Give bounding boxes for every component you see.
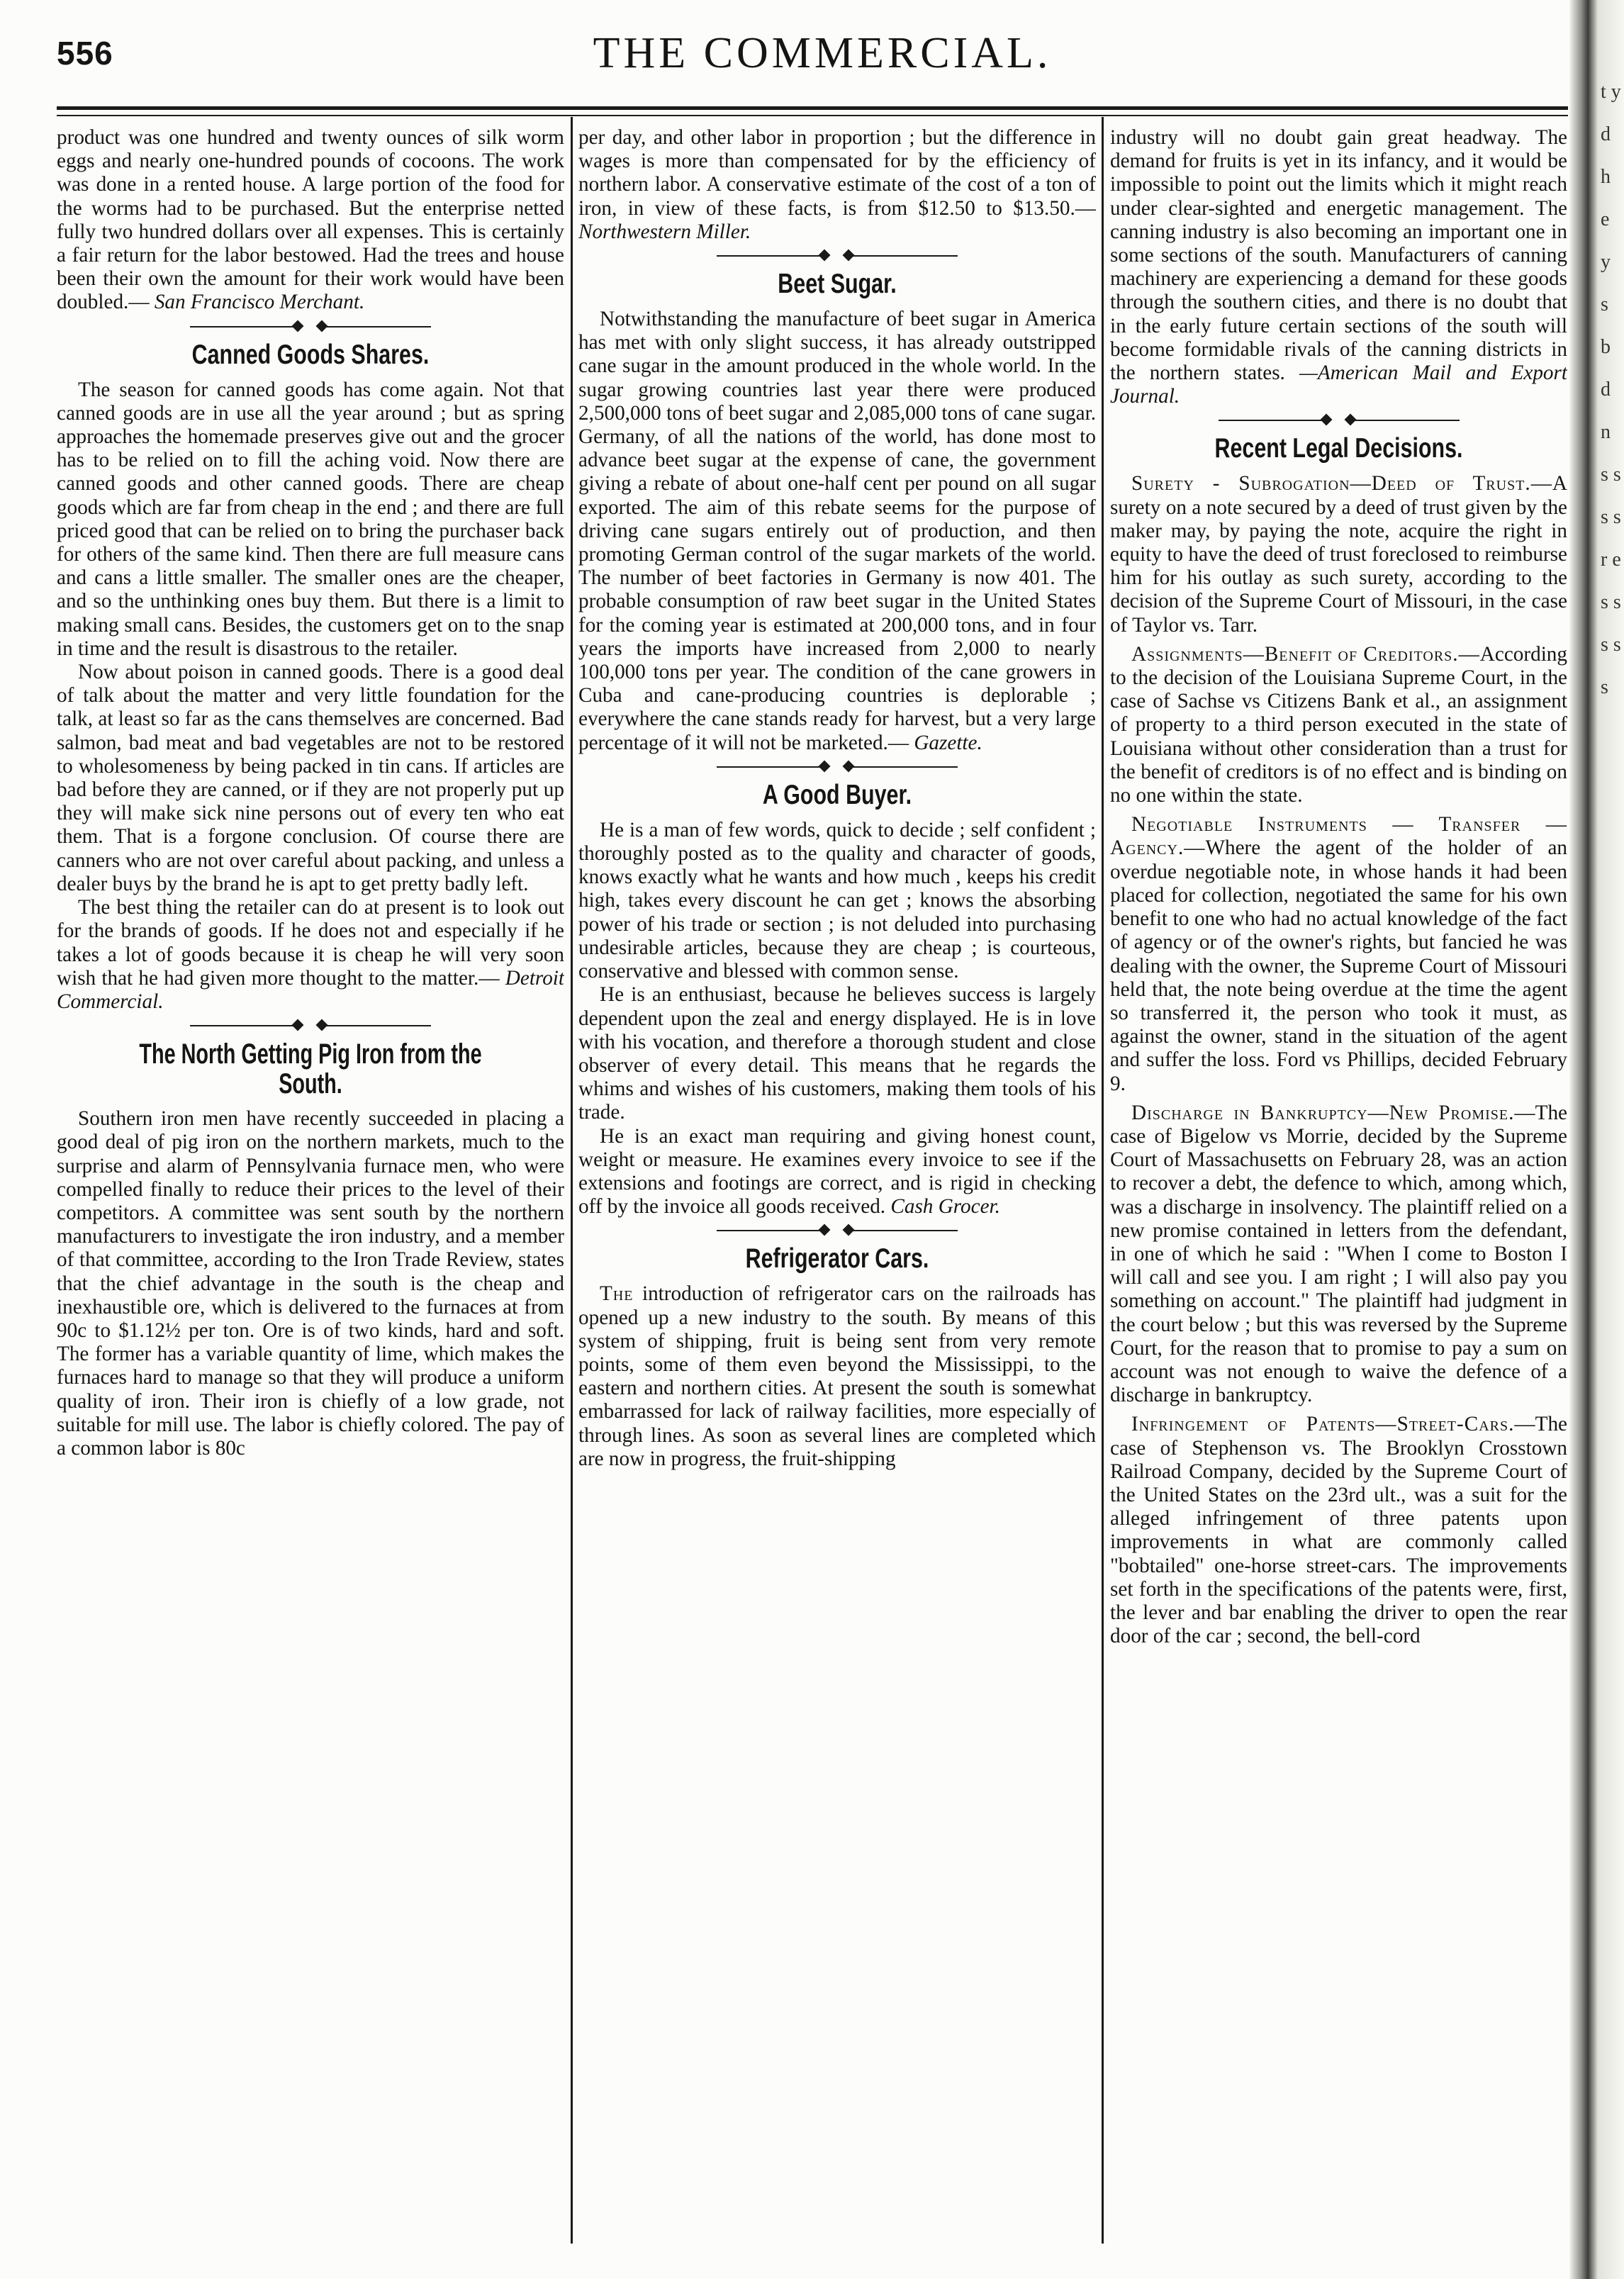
paragraph-lead: Infringement of Patents—Street-Cars. <box>1131 1413 1515 1436</box>
source-attribution: Cash Grocer. <box>890 1195 1000 1219</box>
column-divider <box>1102 117 1104 2244</box>
section-ornament <box>1110 408 1567 432</box>
paragraph-text: Southern iron men have recently succeeded in placing a good deal of pig iron on the northern markets, much to the surprise and alarm of Pennsylvania furnace men, who were compelled finally to reduce their prices to the level of their competitors. A committee was sent south by the northern manufacturers to investigate the iron industry, and a member of that committee, according to the Iron Trade Review, states that the chief advantage in the south is the cheap and inexhaustible ore, which is delivered to the furnaces at from 90c to $1.12½ per ton. Ore is of two kinds, hard and soft. The former has a variable quantity of lime, which makes the furnaces hard to manage so that they will produce a uniform quality of iron. Their iron is chiefly of a low grade, not suitable for mill use. The labor is chiefly colored. The pay of a common labor is 80c <box>57 1107 564 1460</box>
paragraph-text: —The case of Bigelow vs Morrie, decided by the Supreme Court of Massachusetts on February 28, was an action to recover a debt, the defence to which, among which, was a discharge in insolvency. The plaintiff relied on a new promise contained in letters from the defendant, in one of which he said : "When I come to Boston I will call and see you. I am right ; I will also pay you something on account." The plaintiff had judgment in the court below ; but this was reversed by the Supreme Court, for the reason that to promise to pay a sum on account was not enough to waive the defence of a discharge in bankruptcy. <box>1110 1101 1567 1407</box>
section-ornament <box>57 315 564 339</box>
article-paragraph <box>1110 472 1567 637</box>
paragraph-lead: Surety - Subrogation—Deed of Trust.— <box>1131 472 1552 495</box>
paragraph-text: The season for canned goods has come again. Not that canned goods are in use all the year around ; but as spring approaches the homemade preserves give out and the grocer has to be relied on to fill the aching void. Now there are canned goods and other canned goods. There are cheap goods which are far from cheap in the end ; and there are full priced good that can be relied on to bring the purchaser back for others of the same kind. Then there are full measure cans and cans a little smaller. The smaller ones are the cheaper, and so the unthinking ones buy them. But there is a limit to making small cans. Besides, the customers get on to the snap in time and the result is disastrous to the retailer. <box>57 378 564 660</box>
source-attribution: San Francisco Merchant. <box>154 291 365 314</box>
paragraph-lead: The <box>600 1282 634 1306</box>
paragraph-text: He is a man of few words, quick to decide ; self confident ; thoroughly posted as to the quality and character of goods, knows exactly what he wants and how much , keeps his credit high, takes every discount he can get ; knows the absorbing power of his trade or section ; is not deluded into purchasing undesirable articles, because they are cheap ; is courteous, conservative and blessed with common sense. <box>578 818 1096 983</box>
article-paragraph <box>578 983 1096 1124</box>
paragraph-text: industry will no doubt gain great headway. The demand for fruits is yet in its infancy, and it would be impossible to point out the limits which it might reach under clear-sighted and energetic management. The canning industry is also becoming an important one in some sections of the south. Manufacturers of canning machinery are experiencing a demand for these goods through the southern cities, and there is no doubt that in the early future certain sections of the south will become formidable rivals of the canning districts in the northern states. <box>1110 126 1567 385</box>
article-paragraph <box>1110 1102 1567 1408</box>
article-heading: Recent Legal Decisions. <box>1214 433 1463 464</box>
source-attribution: Detroit Commercial. <box>57 966 564 1013</box>
paragraph-text: The best thing the retailer can do at present is to look out for the brands of goods. If he does not and especially if he takes a lot of goods because it is cheap he will very soon wish that he had given more thought to the matter.— <box>57 896 564 990</box>
column-2 <box>578 126 1096 2246</box>
article-paragraph <box>578 1282 1096 1471</box>
article-paragraph <box>578 1125 1096 1219</box>
column-divider <box>571 117 573 2244</box>
paragraph-text: —The case of Stephenson vs. The Brooklyn Crosstown Railroad Company, decided by the Supreme Court of the United States on the 23rd ult., was a suit for the alleged infringement of three patents upon improvements in what are commonly called "bobtailed" one-horse street-cars. The improvements set forth in the specifications of the patents were, first, the lever and bar enabling the driver to open the rear door of the car ; second, the bell-cord <box>1110 1413 1567 1648</box>
article-paragraph <box>578 308 1096 755</box>
source-attribution: —American Mail and Export Journal. <box>1110 362 1567 408</box>
masthead-title: THE COMMERCIAL. <box>593 29 1052 77</box>
column-1 <box>57 126 564 2246</box>
paragraph-text: According to the decision of the Louisiana Supreme Court, in the case of Sachse vs Citizens Bank et al., an assignment of property to a third person executed in the state of Louisiana without other consideration than a trust for the benefit of creditors is of no effect and is binding on no one within the state. <box>1110 642 1567 807</box>
section-ornament <box>578 755 1096 779</box>
source-attribution: Gazette. <box>914 731 982 754</box>
article-paragraph <box>57 661 564 896</box>
article-paragraph <box>57 126 564 315</box>
article-paragraph <box>1110 643 1567 807</box>
article-paragraph <box>578 819 1096 983</box>
article-paragraph <box>57 379 564 661</box>
section-ornament <box>578 244 1096 268</box>
adjacent-page-fragment: t y d h e y s b d n s s s s r e s s s s s <box>1601 81 1621 698</box>
header-rule-thin <box>57 115 1568 116</box>
paragraph-text: per day, and other labor in proportion ; but the difference in wages is more than compensated for by the efficiency of northern labor. A conservative estimate of the cost of a ton of iron, in view of these facts, is from $12.50 to $13.50.— <box>578 126 1096 220</box>
paragraph-lead: Negotiable Instruments — Transfer — Agency.— <box>1110 813 1567 860</box>
article-paragraph <box>1110 126 1567 408</box>
article-paragraph <box>1110 813 1567 1095</box>
article-heading: The North Getting Pig Iron from the South. <box>139 1038 482 1100</box>
paragraph-text: product was one hundred and twenty ounces of silk worm eggs and nearly one-hundred pounds of cocoons. The work was done in a rented house. A large portion of the food for the worms had to be purchased. But the enterprise netted fully two hundred dollars over all expenses. This is certainly a fair return for the labor bestowed. Had the trees and house been their own the amount for their work would have been doubled.— <box>57 126 564 314</box>
paragraph-text: A surety on a note secured by a deed of trust given by the maker may, by paying the note, acquire the right in equity to have the deed of trust foreclosed to reimburse him for his outlay as such surety, according to the decision of the Supreme Court of Missouri, in the case of Taylor vs. Tarr. <box>1110 472 1567 637</box>
article-paragraph <box>57 896 564 1014</box>
adjacent-page-edge <box>1569 0 1624 2279</box>
source-attribution: Northwestern Miller. <box>578 220 751 243</box>
paragraph-text: He is an exact man requiring and giving honest count, weight or measure. He examines every invoice to see if the extensions and footings are correct, and is rigid in checking off by the invoice all goods received. <box>578 1124 1096 1219</box>
paragraph-lead: Discharge in Bankruptcy—New Promise. <box>1131 1101 1515 1124</box>
column-3 <box>1110 126 1567 2246</box>
article-heading: Beet Sugar. <box>778 269 897 300</box>
article-heading: Canned Goods Shares. <box>191 339 430 370</box>
header-rule-thick <box>57 106 1568 110</box>
article-heading: A Good Buyer. <box>762 779 912 810</box>
section-ornament <box>578 1219 1096 1243</box>
article-paragraph <box>57 1107 564 1460</box>
article-paragraph <box>578 126 1096 244</box>
paragraph-lead: Assignments—Benefit of Creditors.— <box>1131 642 1480 666</box>
article-paragraph <box>1110 1413 1567 1648</box>
page-number: 556 <box>57 35 113 72</box>
paragraph-text: Where the agent of the holder of an overdue negotiable note, in whose hands it had been placed for collection, negotiated the same for his own benefit to one who had no actual knowledge of the fact of agency or of the owner's rights, but fancied he was dealing with the owner, the Supreme Court of Missouri held that, the note being overdue at the time the agent so transferred it, the person who took it must, as against the owner, stand in the situation of the agent and suffer the loss. Ford vs Phillips, decided February 9. <box>1110 836 1567 1095</box>
paragraph-text: introduction of refrigerator cars on the railroads has opened up a new industry to the south. By means of this system of shipping, fruit is being sent from very remote points, some of them even beyond the Mississippi, to the eastern and northern cities. At present the south is somewhat embarrassed for lack of railway facilities, more especially of through lines. As soon as several lines are completed which are now in progress, the fruit-shipping <box>578 1282 1096 1470</box>
paragraph-text: He is an enthusiast, because he believes success is largely dependent upon the zeal and energy displayed. He is in love with his vocation, and therefore a thorough student and close observer of every detail. This means that he regards the whims and wishes of his customers, making them tools of his trade. <box>578 983 1096 1124</box>
section-ornament <box>57 1014 564 1038</box>
article-heading: Refrigerator Cars. <box>745 1243 929 1275</box>
paragraph-text: Now about poison in canned goods. There is a good deal of talk about the matter and very little foundation for the talk, at least so far as the cans themselves are concerned. Bad salmon, bad meat and bad vegetables are not to be restored to wholesomeness by being packed in tin cans. If articles are bad before they are canned, or if they are not properly put up they will make sick nine persons out of every ten who eat them. That is a forgone conclusion. Of course there are canners who are not over careful about packing, and unless a dealer buys by the brand he is apt to get pretty badly left. <box>57 661 564 895</box>
paragraph-text: Notwithstanding the manufacture of beet sugar in America has met with only slight success, it has already outstripped cane sugar in the amount produced in the whole world. In the sugar growing countries last year there were produced 2,500,000 tons of beet sugar and 2,085,000 tons of cane sugar. Germany, of all the nations of the world, has done most to advance beet sugar at the expense of cane, the government giving a rebate of about one-half cent per pound on all sugar exported. The aim of this rebate seems for the purpose of driving cane sugars entirely out of production, and then promoting German control of the sugar markets of the world. The number of beet factories in Germany is now 401. The probable consumption of raw beet sugar in the United States for the coming year is estimated at 200,000 tons, and in four years the imports have increased from 2,000 to nearly 100,000 tons per year. The condition of the cane growers in Cuba and cane-producing countries is deplorable ; everywhere the cane stands ready for harvest, but a very large percentage of it will not be marketed.— <box>578 308 1096 754</box>
